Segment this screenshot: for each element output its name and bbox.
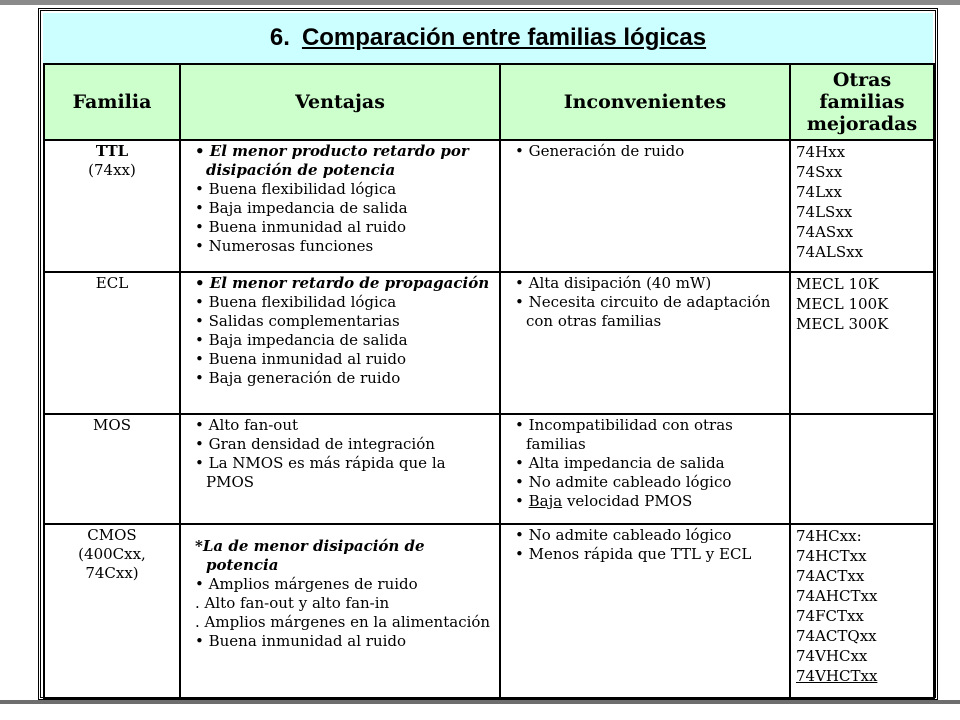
list-item: MECL 300K bbox=[796, 315, 889, 333]
family-name: ECL bbox=[95, 274, 129, 292]
disadvantages-cell-cmos bbox=[500, 524, 790, 699]
list-item: . Amplios márgenes en la alimentación bbox=[195, 613, 491, 631]
list-item: 74ASxx bbox=[796, 223, 854, 241]
list-item: • Baja impedancia de salida bbox=[195, 331, 408, 349]
others-cell-ttl bbox=[790, 140, 934, 272]
table-row-ttl bbox=[44, 140, 934, 272]
title-number: 6. bbox=[269, 24, 290, 51]
bottom-border-bar bbox=[0, 700, 960, 704]
family-name: MOS bbox=[93, 416, 131, 434]
others-cell-ecl bbox=[790, 272, 934, 414]
table-row-cmos bbox=[44, 524, 934, 699]
list-item: 74HCTxx bbox=[796, 547, 867, 565]
disadvantages-cell-ttl bbox=[500, 140, 790, 272]
others-cell-mos bbox=[790, 414, 934, 524]
family-cell-mos bbox=[44, 414, 180, 524]
advantages-cell-ecl bbox=[180, 272, 500, 414]
header-ventajas: Ventajas bbox=[180, 64, 500, 140]
list-item: • La NMOS es más rápida que la PMOS bbox=[195, 454, 446, 491]
list-item: • Baja impedancia de salida bbox=[195, 199, 408, 217]
header-otras-line-1: Otras bbox=[832, 69, 892, 91]
header-familia: Familia bbox=[44, 64, 180, 140]
list-item: 74ACTxx bbox=[796, 567, 865, 585]
list-item: 74LSxx bbox=[796, 203, 853, 221]
list-item: • El menor retardo de propagación bbox=[195, 274, 490, 292]
disadvantages-cell-mos bbox=[500, 414, 790, 524]
family-cell-ecl bbox=[44, 272, 180, 414]
table-row-ecl bbox=[44, 272, 934, 414]
list-item: . Alto fan-out y alto fan-in bbox=[195, 594, 390, 612]
list-item: 74ACTQxx bbox=[796, 627, 877, 645]
advantages-cell-ttl bbox=[180, 140, 500, 272]
list-item bbox=[506, 492, 784, 511]
header-otras bbox=[790, 64, 934, 140]
family-sub: (400Cxx, bbox=[78, 545, 146, 563]
list-item: • El menor producto retardo por disipación de potencia bbox=[195, 142, 469, 179]
comparison-table bbox=[43, 63, 935, 700]
underlined-word: Baja bbox=[528, 492, 563, 510]
list-item: • Alta disipación (40 mW) bbox=[515, 274, 712, 292]
item-rest: velocidad PMOS bbox=[562, 492, 693, 510]
family-cell-ttl bbox=[44, 140, 180, 272]
header-otras-line-2: familias bbox=[819, 91, 905, 113]
table-row-mos bbox=[44, 414, 934, 524]
family-sub: (74xx) bbox=[88, 161, 136, 179]
list-item: 74Lxx bbox=[796, 183, 842, 201]
list-item: 74ALSxx bbox=[796, 243, 864, 261]
list-item: MECL 10K bbox=[796, 275, 879, 293]
comparison-slide bbox=[38, 8, 938, 700]
list-item: MECL 100K bbox=[796, 295, 889, 313]
list-item: • Salidas complementarias bbox=[195, 312, 400, 330]
list-item: • Baja generación de ruido bbox=[195, 369, 401, 387]
family-sub: 74Cxx) bbox=[85, 564, 139, 582]
list-item: • Buena flexibilidad lógica bbox=[195, 180, 397, 198]
list-item: • Alto fan-out bbox=[195, 416, 299, 434]
list-item: • Incompatibilidad con otras familias bbox=[515, 416, 733, 453]
list-item: • No admite cableado lógico bbox=[515, 473, 732, 491]
family-cell-cmos bbox=[44, 524, 180, 699]
header-inconvenientes: Inconvenientes bbox=[500, 64, 790, 140]
disadvantages-cell-ecl bbox=[500, 272, 790, 414]
list-item: • Amplios márgenes de ruido bbox=[195, 575, 418, 593]
header-otras-line-3: mejoradas bbox=[806, 113, 918, 135]
list-item: 74VHCTxx bbox=[796, 667, 878, 685]
list-item: • Buena inmunidad al ruido bbox=[195, 350, 407, 368]
advantages-cell-mos bbox=[180, 414, 500, 524]
list-item: 74Hxx bbox=[796, 143, 846, 161]
list-item: • Menos rápida que TTL y ECL bbox=[515, 545, 752, 563]
advantages-cell-cmos bbox=[180, 524, 500, 699]
list-item: • Numerosas funciones bbox=[195, 237, 374, 255]
list-item: • No admite cableado lógico bbox=[515, 526, 732, 544]
bullet: • bbox=[515, 492, 529, 510]
list-item: 74AHCTxx bbox=[796, 587, 878, 605]
family-name: TTL bbox=[95, 142, 129, 160]
list-item: • Necesita circuito de adaptación con otras familias bbox=[515, 293, 771, 330]
list-item: 74Sxx bbox=[796, 163, 843, 181]
list-item: • Alta impedancia de salida bbox=[515, 454, 725, 472]
list-item: 74FCTxx bbox=[796, 607, 864, 625]
list-item: 74HCxx: bbox=[796, 527, 862, 545]
others-cell-cmos bbox=[790, 524, 934, 699]
title-text: Comparación entre familias lógicas bbox=[301, 24, 707, 51]
list-item: • Buena inmunidad al ruido bbox=[195, 632, 407, 650]
header-row bbox=[44, 64, 934, 140]
slide-title bbox=[43, 13, 933, 65]
list-item: *La de menor disipación de potencia bbox=[195, 537, 425, 574]
top-border-bar bbox=[0, 0, 960, 5]
list-item: • Buena flexibilidad lógica bbox=[195, 293, 397, 311]
family-name: CMOS bbox=[87, 526, 137, 544]
list-item: • Generación de ruido bbox=[515, 142, 685, 160]
list-item: • Gran densidad de integración bbox=[195, 435, 435, 453]
list-item: • Buena inmunidad al ruido bbox=[195, 218, 407, 236]
list-item: 74VHCxx bbox=[796, 647, 868, 665]
